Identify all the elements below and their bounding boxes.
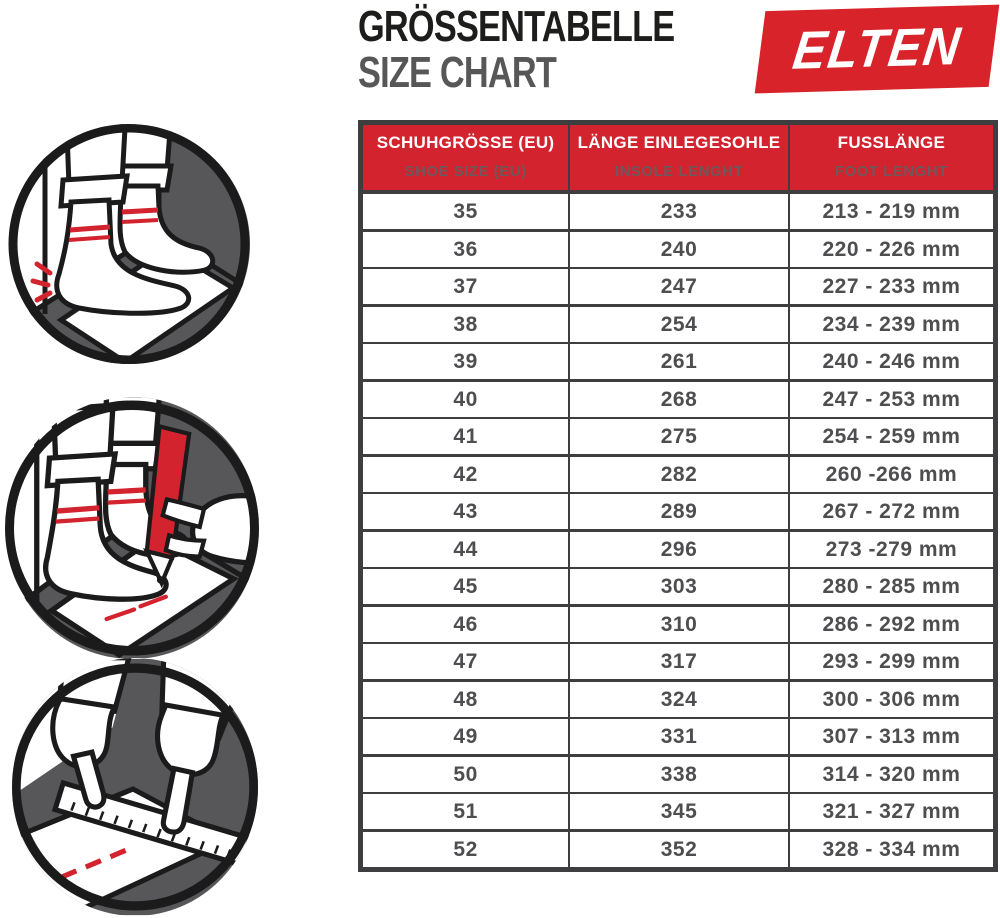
table-row [361, 531, 996, 569]
table-row [361, 268, 996, 306]
shoe-size-cell: 52 [361, 831, 570, 870]
insole-length-cell: 317 [569, 643, 789, 681]
insole-length-cell: 345 [569, 793, 789, 831]
insole-length-cell: 289 [569, 493, 789, 531]
column-header-insole-length-en: INSOLE LENGHT [614, 163, 744, 180]
shoe-size-cell: 40 [361, 381, 570, 419]
insole-length-cell: 338 [569, 756, 789, 794]
foot-length-cell: 293 - 299 mm [789, 643, 996, 681]
shoe-size-cell: 46 [361, 606, 570, 644]
shoe-size-cell: 37 [361, 268, 570, 306]
table-row [361, 192, 996, 231]
shoe-size-cell: 43 [361, 493, 570, 531]
insole-length-cell: 303 [569, 568, 789, 606]
shoe-size-cell: 47 [361, 643, 570, 681]
insole-length-cell: 261 [569, 343, 789, 381]
column-header-foot-length-de: FUSSLÄNGE [837, 133, 946, 152]
column-header-foot-length [789, 123, 996, 193]
insole-length-cell: 240 [569, 231, 789, 269]
elten-logo [755, 5, 1000, 94]
elten-logo-text: ELTEN [789, 16, 965, 82]
table-row [361, 456, 996, 494]
shoe-size-cell: 51 [361, 793, 570, 831]
foot-length-cell: 321 - 327 mm [789, 793, 996, 831]
mark-toe-with-pencil-illustration [5, 397, 259, 659]
page-title [358, 4, 764, 96]
column-header-insole-length [569, 123, 789, 193]
foot-length-cell: 328 - 334 mm [789, 831, 996, 870]
foot-length-cell: 300 - 306 mm [789, 681, 996, 719]
foot-length-cell: 273 -279 mm [789, 531, 996, 569]
foot-length-cell: 240 - 246 mm [789, 343, 996, 381]
insole-length-cell: 282 [569, 456, 789, 494]
foot-length-cell: 260 -266 mm [789, 456, 996, 494]
heel-against-wall-svg [8, 124, 250, 364]
shoe-size-cell: 50 [361, 756, 570, 794]
page-title-en: SIZE CHART [358, 47, 557, 97]
size-table-body [361, 192, 996, 870]
table-row [361, 606, 996, 644]
table-row [361, 493, 996, 531]
foot-length-cell: 254 - 259 mm [789, 418, 996, 456]
foot-length-cell: 213 - 219 mm [789, 192, 996, 231]
column-header-shoe-size-de: SCHUHGRÖSSE (EU) [376, 133, 555, 152]
shoe-size-cell: 35 [361, 192, 570, 231]
shoe-size-cell: 45 [361, 568, 570, 606]
measure-with-ruler-svg [12, 658, 258, 916]
foot-length-cell: 247 - 253 mm [789, 381, 996, 419]
table-row [361, 643, 996, 681]
foot-length-cell: 307 - 313 mm [789, 718, 996, 756]
table-row [361, 568, 996, 606]
shoe-size-cell: 38 [361, 306, 570, 344]
foot-length-cell: 220 - 226 mm [789, 231, 996, 269]
shoe-size-cell: 44 [361, 531, 570, 569]
column-header-foot-length-en: FOOT LENGHT [834, 163, 948, 180]
insole-length-cell: 254 [569, 306, 789, 344]
size-table [358, 120, 998, 872]
insole-length-cell: 296 [569, 531, 789, 569]
insole-length-cell: 331 [569, 718, 789, 756]
insole-length-cell: 310 [569, 606, 789, 644]
table-row [361, 306, 996, 344]
foot-length-cell: 234 - 239 mm [789, 306, 996, 344]
column-header-shoe-size [361, 123, 570, 193]
shoe-size-cell: 41 [361, 418, 570, 456]
insole-length-cell: 324 [569, 681, 789, 719]
shoe-size-cell: 36 [361, 231, 570, 269]
insole-length-cell: 247 [569, 268, 789, 306]
shoe-size-cell: 39 [361, 343, 570, 381]
insole-length-cell: 233 [569, 192, 789, 231]
table-row [361, 418, 996, 456]
table-row [361, 343, 996, 381]
table-row [361, 793, 996, 831]
column-header-shoe-size-en: SHOE SIZE (EU) [404, 163, 527, 180]
insole-length-cell: 275 [569, 418, 789, 456]
table-row [361, 718, 996, 756]
table-row [361, 681, 996, 719]
table-row [361, 231, 996, 269]
shoe-size-cell: 49 [361, 718, 570, 756]
shoe-size-cell: 42 [361, 456, 570, 494]
page-title-de: GRÖSSENTABELLE [358, 2, 675, 51]
foot-length-cell: 314 - 320 mm [789, 756, 996, 794]
measure-with-ruler-illustration [12, 658, 258, 916]
mark-toe-with-pencil-svg [5, 397, 259, 659]
shoe-size-cell: 48 [361, 681, 570, 719]
column-header-insole-length-de: LÄNGE EINLEGESOHLE [577, 133, 781, 152]
foot-length-cell: 280 - 285 mm [789, 568, 996, 606]
insole-length-cell: 268 [569, 381, 789, 419]
table-row [361, 381, 996, 419]
insole-length-cell: 352 [569, 831, 789, 870]
size-table-header [361, 123, 996, 193]
heel-against-wall-illustration [8, 124, 250, 364]
foot-length-cell: 267 - 272 mm [789, 493, 996, 531]
foot-length-cell: 286 - 292 mm [789, 606, 996, 644]
table-row [361, 756, 996, 794]
table-row [361, 831, 996, 870]
foot-length-cell: 227 - 233 mm [789, 268, 996, 306]
